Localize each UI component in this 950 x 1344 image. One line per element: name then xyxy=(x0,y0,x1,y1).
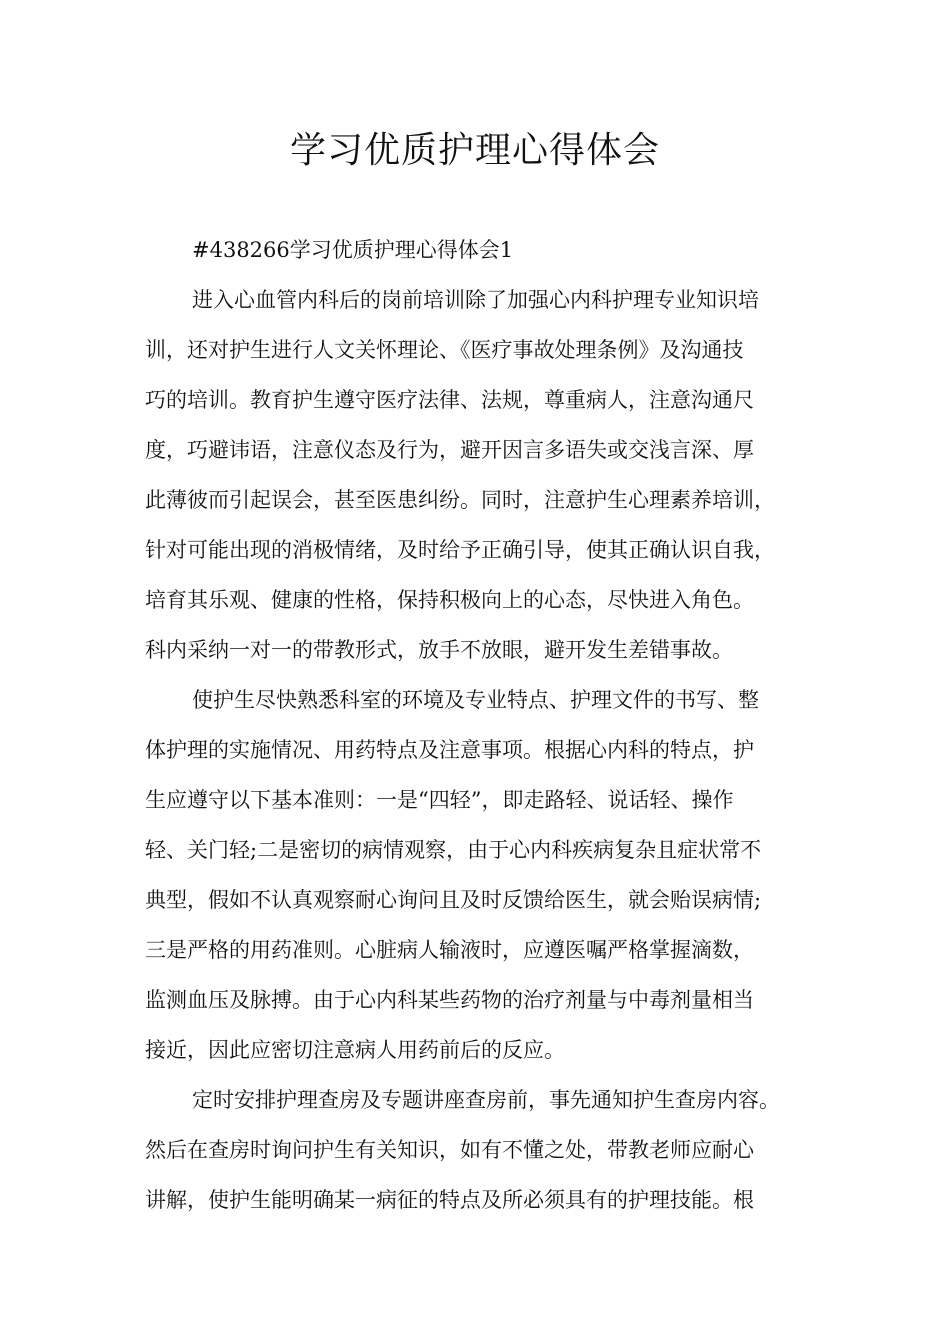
text-line: 讲解，使护生能明确某一病征的特点及所必须具有的护理技能。根 xyxy=(145,1188,754,1212)
text-line: #438266学习优质护理心得体会1 xyxy=(192,238,514,262)
text-line: 轻、关门轻;二是密切的病情观察，由于心内科疾病复杂且症状常不 xyxy=(145,838,762,862)
text-line: 巧的培训。教育护生遵守医疗法律、法规，尊重病人，注意沟通尺 xyxy=(145,388,754,412)
text-line: 体护理的实施情况、用药特点及注意事项。根据心内科的特点，护 xyxy=(145,738,754,762)
text-line: 此薄彼而引起误会，甚至医患纠纷。同时，注意护生心理素养培训， xyxy=(145,488,775,512)
document-title: 学习优质护理心得体会 xyxy=(289,130,660,171)
text-line: 生应遵守以下基本准则：一是“四轻”，即走路轻、说话轻、操作 xyxy=(145,788,734,812)
text-line: 度，巧避讳语，注意仪态及行为，避开因言多语失或交浅言深、厚 xyxy=(145,438,754,462)
document-body xyxy=(145,225,825,1225)
text-line: 定时安排护理查房及专题讲座查房前，事先通知护生查房内容。 xyxy=(192,1088,780,1112)
text-line: 训，还对护生进行人文关怀理论、《医疗事故处理条例》及沟通技 xyxy=(145,338,744,362)
text-line: 三是严格的用药准则。心脏病人输液时，应遵医嘱严格掌握滴数， xyxy=(145,938,754,962)
text-line: 针对可能出现的消极情绪，及时给予正确引导，使其正确认识自我， xyxy=(145,538,775,562)
text-line: 使护生尽快熟悉科室的环境及专业特点、护理文件的书写、整 xyxy=(192,688,759,712)
text-line: 监测血压及脉搏。由于心内科某些药物的治疗剂量与中毒剂量相当 xyxy=(145,988,754,1012)
text-line: 然后在查房时询问护生有关知识，如有不懂之处，带教老师应耐心 xyxy=(145,1138,754,1162)
text-line: 培育其乐观、健康的性格，保持积极向上的心态，尽快进入角色。 xyxy=(145,588,754,612)
text-line: 进入心血管内科后的岗前培训除了加强心内科护理专业知识培 xyxy=(192,288,759,312)
text-line: 典型，假如不认真观察耐心询问且及时反馈给医生，就会贻误病情; xyxy=(145,888,762,912)
text-line: 接近，因此应密切注意病人用药前后的反应。 xyxy=(145,1038,565,1062)
text-line: 科内采纳一对一的带教形式，放手不放眼，避开发生差错事故。 xyxy=(145,638,733,662)
